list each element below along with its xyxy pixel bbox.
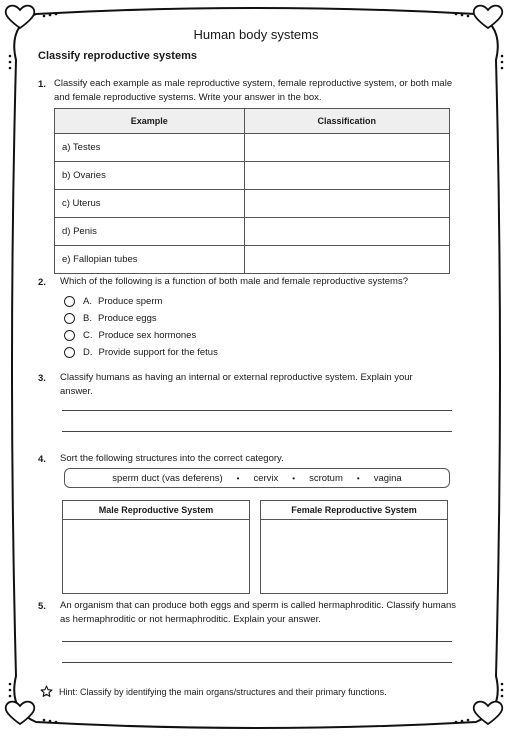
box-header: Female Reproductive System bbox=[261, 501, 447, 520]
option-letter: C. bbox=[83, 329, 93, 341]
word-bank-item: vagina bbox=[373, 472, 402, 484]
question-number: 4. bbox=[38, 454, 46, 465]
table-row bbox=[55, 246, 450, 274]
separator-dot: • bbox=[356, 473, 360, 483]
option-text: Provide support for the fetus bbox=[98, 346, 218, 358]
hint bbox=[40, 685, 387, 698]
separator-dot: • bbox=[236, 473, 240, 483]
example-cell: d) Penis bbox=[55, 218, 245, 246]
option-d[interactable] bbox=[64, 345, 218, 359]
question-text: An organism that can produce both eggs and sperm is called hermaphroditic. Classify humans as hermaphroditic or not hermaphroditic. Explain your answer. bbox=[60, 600, 457, 625]
question-number: 3. bbox=[38, 373, 46, 384]
option-letter: D. bbox=[83, 346, 93, 358]
answer-line[interactable] bbox=[62, 431, 452, 432]
example-cell: a) Testes bbox=[55, 134, 245, 162]
example-cell: b) Ovaries bbox=[55, 162, 245, 190]
section-heading: Classify reproductive systems bbox=[38, 50, 197, 62]
question-text: Classify humans as having an internal or external reproductive system. Explain your answer. bbox=[60, 372, 413, 397]
female-sort-box[interactable] bbox=[260, 500, 448, 594]
answer-line[interactable] bbox=[62, 410, 452, 411]
answer-cell[interactable] bbox=[244, 134, 449, 162]
option-letter: B. bbox=[83, 312, 92, 324]
option-text: Produce eggs bbox=[97, 312, 157, 324]
word-bank-item: sperm duct (vas deferens) bbox=[112, 472, 223, 484]
option-a[interactable] bbox=[64, 294, 162, 308]
male-sort-box[interactable] bbox=[62, 500, 250, 594]
answer-cell[interactable] bbox=[244, 218, 449, 246]
question-number: 2. bbox=[38, 277, 46, 288]
answer-cell[interactable] bbox=[244, 190, 449, 218]
table-row bbox=[55, 134, 450, 162]
radio-circle[interactable] bbox=[64, 330, 75, 341]
table-header-row bbox=[55, 109, 450, 134]
table-row bbox=[55, 218, 450, 246]
answer-line[interactable] bbox=[62, 662, 452, 663]
question-text: Classify each example as male reproductive system, female reproductive system, or both male and female reproductive systems. Write your answer in the box. bbox=[54, 78, 453, 103]
table-row bbox=[55, 190, 450, 218]
answer-cell[interactable] bbox=[244, 246, 449, 274]
column-header: Example bbox=[55, 109, 245, 134]
heart-icon bbox=[474, 6, 503, 28]
table-row bbox=[55, 162, 450, 190]
option-b[interactable] bbox=[64, 311, 157, 325]
radio-circle[interactable] bbox=[64, 347, 75, 358]
example-cell: c) Uterus bbox=[55, 190, 245, 218]
radio-circle[interactable] bbox=[64, 296, 75, 307]
question-text: Which of the following is a function of both male and female reproductive systems? bbox=[60, 276, 408, 287]
example-cell: e) Fallopian tubes bbox=[55, 246, 245, 274]
hint-text: Hint: Classify by identifying the main organs/structures and their primary functions. bbox=[59, 686, 387, 697]
question-number: 5. bbox=[38, 601, 46, 612]
option-letter: A. bbox=[83, 295, 92, 307]
option-c[interactable] bbox=[64, 328, 196, 342]
heart-icon bbox=[6, 6, 35, 28]
option-text: Produce sex hormones bbox=[98, 329, 197, 341]
word-bank-item: cervix bbox=[253, 472, 279, 484]
radio-circle[interactable] bbox=[64, 313, 75, 324]
word-bank-item: scrotum bbox=[309, 472, 343, 484]
box-header: Male Reproductive System bbox=[63, 501, 249, 520]
heart-icon bbox=[6, 702, 35, 724]
star-icon bbox=[40, 685, 53, 698]
column-header: Classification bbox=[244, 109, 449, 134]
option-text: Produce sperm bbox=[97, 295, 163, 307]
page-title: Human body systems bbox=[193, 27, 319, 42]
question-number: 1. bbox=[38, 79, 46, 90]
separator-dot: • bbox=[292, 473, 296, 483]
word-bank bbox=[64, 468, 450, 488]
answer-line[interactable] bbox=[62, 641, 452, 642]
question-text: Sort the following structures into the correct category. bbox=[60, 453, 284, 464]
classification-table bbox=[54, 108, 450, 274]
answer-cell[interactable] bbox=[244, 162, 449, 190]
